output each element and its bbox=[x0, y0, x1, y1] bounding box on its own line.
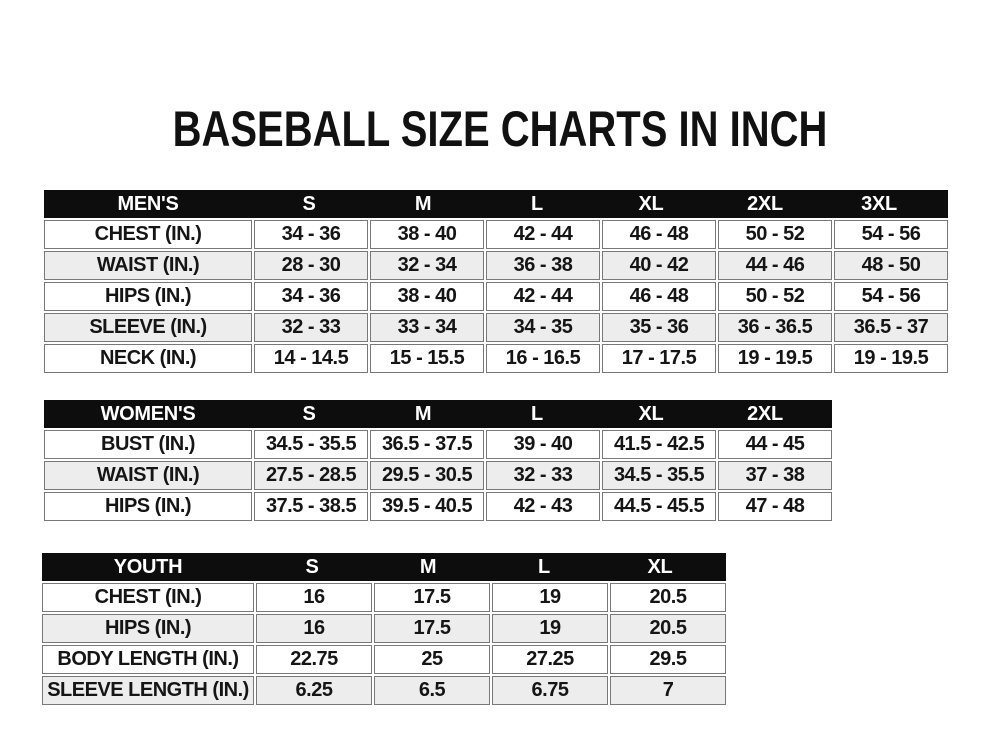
size-value-cell: 36.5 - 37 bbox=[834, 313, 948, 342]
size-value-cell: 54 - 56 bbox=[834, 282, 948, 311]
size-value-cell: 36 - 36.5 bbox=[718, 313, 832, 342]
size-value-cell: 44 - 45 bbox=[718, 430, 832, 459]
size-value-cell: 27.25 bbox=[492, 645, 608, 674]
size-value-cell: 14 - 14.5 bbox=[254, 344, 368, 373]
size-value-cell: 27.5 - 28.5 bbox=[254, 461, 368, 490]
size-value-cell: 17.5 bbox=[374, 614, 490, 643]
youth-size-table bbox=[42, 553, 726, 705]
size-value-cell: 40 - 42 bbox=[602, 251, 716, 280]
size-value-cell: 34 - 36 bbox=[254, 282, 368, 311]
table-row bbox=[44, 313, 948, 342]
table-row bbox=[44, 344, 948, 373]
size-value-cell: 28 - 30 bbox=[254, 251, 368, 280]
measurement-label-cell: NECK (IN.) bbox=[44, 344, 252, 373]
size-header-cell: 2XL bbox=[747, 402, 783, 425]
size-value-cell: 47 - 48 bbox=[718, 492, 832, 521]
size-header-cell: XL bbox=[638, 402, 664, 425]
size-value-cell: 20.5 bbox=[610, 614, 726, 643]
measurement-label-cell: HIPS (IN.) bbox=[44, 282, 252, 311]
size-value-cell: 15 - 15.5 bbox=[370, 344, 484, 373]
measurement-label-cell: HIPS (IN.) bbox=[44, 492, 252, 521]
size-value-cell: 32 - 33 bbox=[486, 461, 600, 490]
size-header-cell: XL bbox=[647, 555, 673, 578]
measurement-label-cell: WAIST (IN.) bbox=[44, 251, 252, 280]
size-value-cell: 34 - 35 bbox=[486, 313, 600, 342]
size-value-cell: 20.5 bbox=[610, 583, 726, 612]
size-header-cell: 2XL bbox=[747, 192, 783, 215]
table-row bbox=[42, 676, 726, 705]
size-value-cell: 16 bbox=[256, 614, 372, 643]
size-value-cell: 25 bbox=[374, 645, 490, 674]
size-value-cell: 50 - 52 bbox=[718, 282, 832, 311]
size-header-cell: 3XL bbox=[861, 192, 897, 215]
size-header-cell: S bbox=[305, 555, 319, 578]
size-value-cell: 34.5 - 35.5 bbox=[254, 430, 368, 459]
youth-size-chart-header-row bbox=[42, 553, 726, 581]
size-header-cell: XL bbox=[638, 192, 664, 215]
size-header-cell: L bbox=[531, 402, 543, 425]
table-row bbox=[44, 430, 832, 459]
mens-size-chart-body bbox=[44, 220, 948, 373]
table-row bbox=[44, 220, 948, 249]
measurement-label-cell: BUST (IN.) bbox=[44, 430, 252, 459]
table-row bbox=[44, 282, 948, 311]
page-title: BASEBALL SIZE CHARTS IN INCH bbox=[172, 100, 828, 157]
table-row bbox=[44, 492, 832, 521]
size-value-cell: 19 - 19.5 bbox=[718, 344, 832, 373]
size-value-cell: 42 - 44 bbox=[486, 282, 600, 311]
size-header-cell: M bbox=[419, 555, 437, 578]
measurement-label-cell: SLEEVE LENGTH (IN.) bbox=[42, 676, 254, 705]
size-value-cell: 32 - 33 bbox=[254, 313, 368, 342]
size-value-cell: 34 - 36 bbox=[254, 220, 368, 249]
size-value-cell: 16 - 16.5 bbox=[486, 344, 600, 373]
measurement-label-cell: CHEST (IN.) bbox=[44, 220, 252, 249]
size-value-cell: 39 - 40 bbox=[486, 430, 600, 459]
size-value-cell: 46 - 48 bbox=[602, 282, 716, 311]
size-value-cell: 41.5 - 42.5 bbox=[602, 430, 716, 459]
size-value-cell: 50 - 52 bbox=[718, 220, 832, 249]
size-value-cell: 46 - 48 bbox=[602, 220, 716, 249]
size-header-cell: L bbox=[538, 555, 550, 578]
womens-size-table bbox=[44, 400, 832, 521]
measurement-label-cell: BODY LENGTH (IN.) bbox=[42, 645, 254, 674]
size-value-cell: 42 - 43 bbox=[486, 492, 600, 521]
size-value-cell: 6.5 bbox=[374, 676, 490, 705]
measurement-label-cell: WAIST (IN.) bbox=[44, 461, 252, 490]
table-title-cell: MEN'S bbox=[117, 192, 179, 215]
table-row bbox=[44, 251, 948, 280]
size-header-cell: M bbox=[414, 402, 432, 425]
table-title-cell: WOMEN'S bbox=[100, 402, 196, 425]
measurement-label-cell: SLEEVE (IN.) bbox=[44, 313, 252, 342]
size-value-cell: 7 bbox=[610, 676, 726, 705]
womens-size-chart-body bbox=[44, 430, 832, 521]
size-value-cell: 34.5 - 35.5 bbox=[602, 461, 716, 490]
size-value-cell: 6.25 bbox=[256, 676, 372, 705]
table-row bbox=[42, 614, 726, 643]
size-value-cell: 37.5 - 38.5 bbox=[254, 492, 368, 521]
table-row bbox=[42, 645, 726, 674]
size-header-cell: M bbox=[414, 192, 432, 215]
measurement-label-cell: CHEST (IN.) bbox=[42, 583, 254, 612]
size-value-cell: 42 - 44 bbox=[486, 220, 600, 249]
table-row bbox=[44, 461, 832, 490]
size-value-cell: 36 - 38 bbox=[486, 251, 600, 280]
measurement-label-cell: HIPS (IN.) bbox=[42, 614, 254, 643]
table-row bbox=[42, 583, 726, 612]
size-value-cell: 44.5 - 45.5 bbox=[602, 492, 716, 521]
size-value-cell: 19 - 19.5 bbox=[834, 344, 948, 373]
womens-size-chart-header-row bbox=[44, 400, 832, 428]
size-value-cell: 36.5 - 37.5 bbox=[370, 430, 484, 459]
size-value-cell: 54 - 56 bbox=[834, 220, 948, 249]
size-value-cell: 33 - 34 bbox=[370, 313, 484, 342]
size-value-cell: 32 - 34 bbox=[370, 251, 484, 280]
size-value-cell: 29.5 - 30.5 bbox=[370, 461, 484, 490]
size-value-cell: 38 - 40 bbox=[370, 220, 484, 249]
size-value-cell: 6.75 bbox=[492, 676, 608, 705]
size-value-cell: 19 bbox=[492, 583, 608, 612]
size-value-cell: 39.5 - 40.5 bbox=[370, 492, 484, 521]
mens-size-chart-header-row bbox=[44, 190, 948, 218]
size-value-cell: 37 - 38 bbox=[718, 461, 832, 490]
mens-size-table bbox=[44, 190, 948, 373]
size-value-cell: 44 - 46 bbox=[718, 251, 832, 280]
size-value-cell: 17 - 17.5 bbox=[602, 344, 716, 373]
size-header-cell: L bbox=[531, 192, 543, 215]
youth-size-chart-body bbox=[42, 583, 726, 705]
size-header-cell: S bbox=[302, 192, 316, 215]
table-title-cell: YOUTH bbox=[113, 555, 183, 578]
size-header-cell: S bbox=[302, 402, 316, 425]
size-value-cell: 48 - 50 bbox=[834, 251, 948, 280]
size-value-cell: 19 bbox=[492, 614, 608, 643]
size-value-cell: 35 - 36 bbox=[602, 313, 716, 342]
size-value-cell: 38 - 40 bbox=[370, 282, 484, 311]
size-value-cell: 16 bbox=[256, 583, 372, 612]
size-value-cell: 17.5 bbox=[374, 583, 490, 612]
size-value-cell: 29.5 bbox=[610, 645, 726, 674]
size-value-cell: 22.75 bbox=[256, 645, 372, 674]
